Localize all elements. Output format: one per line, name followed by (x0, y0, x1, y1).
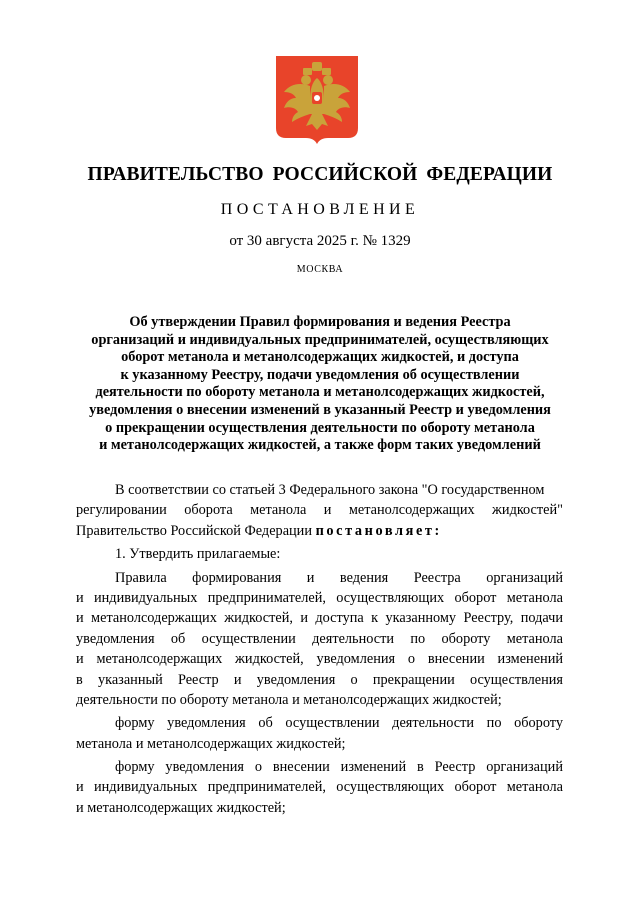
text-line (76, 521, 563, 541)
text-line: уведомления об осуществлении деятельности по обороту метанола (76, 630, 563, 647)
heading-line: к указанному Реестру, подачи уведомления об осуществлении (120, 366, 520, 383)
heading-line: и метанолсодержащих жидкостей, а также форм таких уведомлений (99, 437, 541, 454)
text-line: регулировании оборота метанола и метанолсодержащих жидкостей" (76, 502, 563, 519)
paragraph-rules (76, 568, 563, 711)
paragraph-item-1 (76, 544, 563, 564)
coat-of-arms-icon (276, 56, 358, 144)
paragraph-form-1 (76, 713, 563, 754)
paragraph-preamble (76, 480, 563, 541)
text-line: Правила формирования и ведения Реестра организаций (115, 569, 563, 586)
text-line: 1. Утвердить прилагаемые: (115, 546, 281, 563)
document-city: МОСКВА (296, 264, 344, 275)
document-date: от 30 августа 2025 г. № 1329 (229, 233, 411, 249)
heading-line: организаций и индивидуальных предпринимателей, осуществляющих (91, 331, 549, 348)
heading-line: деятельности по обороту метанола и метанолсодержащих жидкостей, (95, 384, 545, 401)
text-line: В соответствии со статьей 3 Федерального закона "О государственном (115, 482, 545, 498)
heading-line: оборот метанола и метанолсодержащих жидкостей, и доступа (121, 349, 519, 366)
text-line: в указанный Реестр и уведомления о прекращении осуществления (76, 671, 563, 688)
heading-line: уведомления о внесении изменений в указанный Реестр и уведомления (89, 401, 551, 418)
text-line: форму уведомления об осуществлении деятельности по обороту (115, 715, 563, 732)
document-heading (60, 314, 580, 455)
heading-line: о прекращении осуществления деятельности по обороту метанола (105, 419, 535, 436)
government-title: ПРАВИТЕЛЬСТВО РОССИЙСКОЙ ФЕДЕРАЦИИ (87, 164, 553, 185)
document-body (76, 480, 563, 818)
text-line: и метанолсодержащих жидкостей, и доступа к указанному Реестру, подачи (76, 610, 563, 627)
decree-verb: постановляет: (315, 522, 442, 539)
text-fragment: Правительство Российской Федерации (76, 522, 312, 539)
heading-line: Об утверждении Правил формирования и ведения Реестра (129, 314, 511, 330)
text-line: метанола и метанолсодержащих жидкостей; (76, 735, 346, 752)
text-line: и индивидуальных предпринимателей, осуществляющих оборот метанола (76, 589, 563, 606)
document-type: ПОСТАНОВЛЕНИЕ (220, 201, 420, 218)
paragraph-form-2 (76, 757, 563, 818)
text-line: и индивидуальных предпринимателей, осуществляющих оборот метанола (76, 779, 563, 796)
text-line: деятельности по обороту метанола и метанолсодержащих жидкостей; (76, 691, 502, 708)
text-line: и метанолсодержащих жидкостей; (76, 799, 286, 816)
text-line: форму уведомления о внесении изменений в Реестр организаций (115, 759, 563, 776)
text-line: и метанолсодержащих жидкостей, уведомления о внесении изменений (76, 651, 563, 668)
